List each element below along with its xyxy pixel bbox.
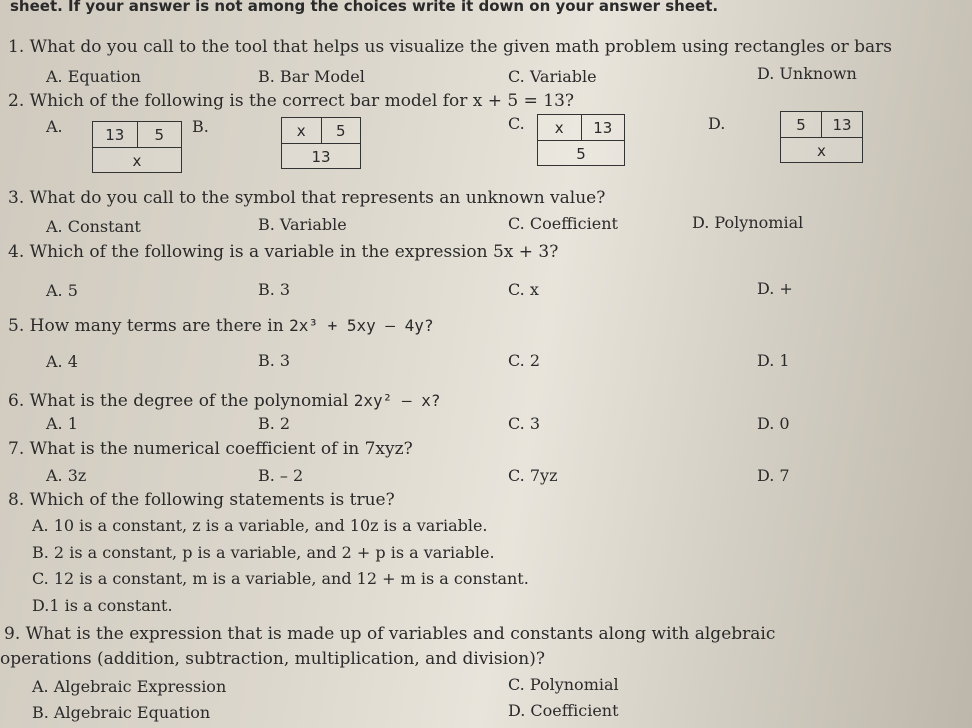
q3-choice-d: D. Polynomial (692, 213, 804, 232)
q3-choice-a: A. Constant (46, 217, 141, 236)
q6-choice-d: D. 0 (757, 414, 790, 433)
question-5 (8, 316, 434, 336)
q8-choice-d: D.1 is a constant. (32, 596, 173, 615)
question-3: 3. What do you call to the symbol that represents an unknown value? (8, 188, 606, 208)
question-5-expression: 2x³ + 5xy – 4y? (289, 316, 434, 335)
q2-bar-model-d (780, 111, 863, 163)
q2-letter-c: C. (508, 114, 525, 133)
q7-choice-a: A. 3z (46, 466, 87, 485)
question-5-text: 5. How many terms are there in (8, 316, 290, 336)
bar-cell: 13 (311, 147, 331, 166)
q2-bar-model-b (281, 117, 361, 169)
q4-choice-d: D. + (757, 279, 793, 298)
bar-cell: x (132, 151, 142, 170)
question-2: 2. Which of the following is the correct bar model for x + 5 = 13? (8, 91, 575, 111)
q1-choice-d: D. Unknown (757, 64, 857, 83)
question-8: 8. Which of the following statements is true? (8, 490, 395, 510)
q5-choice-a: A. 4 (46, 352, 78, 371)
q5-choice-b: B. 3 (258, 351, 291, 370)
q9-choice-a: A. Algebraic Expression (32, 677, 227, 696)
question-6-text: 6. What is the degree of the polynomial (8, 391, 354, 411)
q1-choice-a: A. Equation (46, 67, 141, 86)
q5-choice-c: C. 2 (508, 351, 541, 370)
q2-letter-a: A. (46, 117, 63, 136)
q6-choice-b: B. 2 (258, 414, 291, 433)
q9-choice-d: D. Coefficient (508, 701, 619, 720)
q3-choice-b: B. Variable (258, 215, 347, 234)
bar-cell: x (817, 141, 826, 160)
bar-cell: x (296, 121, 306, 140)
q6-choice-c: C. 3 (508, 414, 541, 433)
q9-choice-c: C. Polynomial (508, 675, 619, 694)
question-6-expression: 2xy² – x? (353, 391, 441, 410)
q9-choice-b: B. Algebraic Equation (32, 703, 211, 722)
q7-choice-c: C. 7yz (508, 466, 558, 485)
question-6 (8, 391, 440, 411)
q1-choice-b: B. Bar Model (258, 67, 365, 86)
bar-cell: 5 (796, 115, 806, 134)
question-4: 4. Which of the following is a variable in the expression 5x + 3? (8, 242, 559, 262)
q8-choice-a: A. 10 is a constant, z is a variable, and 10z is a variable. (32, 516, 488, 535)
q4-choice-b: B. 3 (258, 280, 291, 299)
bar-cell: 13 (581, 115, 625, 140)
bar-cell: 13 (105, 125, 125, 144)
q8-choice-c: C. 12 is a constant, m is a variable, and 12 + m is a constant. (32, 569, 529, 588)
q5-choice-d: D. 1 (757, 351, 790, 370)
question-1: 1. What do you call to the tool that helps us visualize the given math problem using rectangles or bars (8, 37, 893, 57)
q2-letter-b: B. (192, 117, 209, 136)
q8-choice-b: B. 2 is a constant, p is a variable, and 2 + p is a variable. (32, 543, 495, 562)
q4-choice-a: A. 5 (46, 281, 78, 300)
bar-cell: 5 (576, 144, 586, 163)
instruction-header: sheet. If your answer is not among the choices write it down on your answer sheet. (10, 0, 719, 15)
question-9: 9. What is the expression that is made up of variables and constants along with algebraic (4, 624, 776, 644)
q2-bar-model-c (537, 114, 625, 166)
q2-bar-model-a (92, 121, 182, 173)
bar-cell: 13 (821, 112, 862, 137)
bar-cell: 5 (321, 118, 361, 143)
bar-cell: x (554, 118, 564, 137)
bar-cell: 5 (137, 122, 182, 147)
question-7: 7. What is the numerical coefficient of in 7xyz? (8, 439, 413, 459)
q2-letter-d: D. (708, 114, 726, 133)
q3-choice-c: C. Coefficient (508, 214, 618, 233)
q7-choice-b: B. – 2 (258, 466, 304, 485)
q1-choice-c: C. Variable (508, 67, 597, 86)
question-9-continued: operations (addition, subtraction, multiplication, and division)? (0, 649, 545, 669)
q4-choice-c: C. x (508, 280, 539, 299)
q7-choice-d: D. 7 (757, 466, 790, 485)
q6-choice-a: A. 1 (46, 414, 78, 433)
